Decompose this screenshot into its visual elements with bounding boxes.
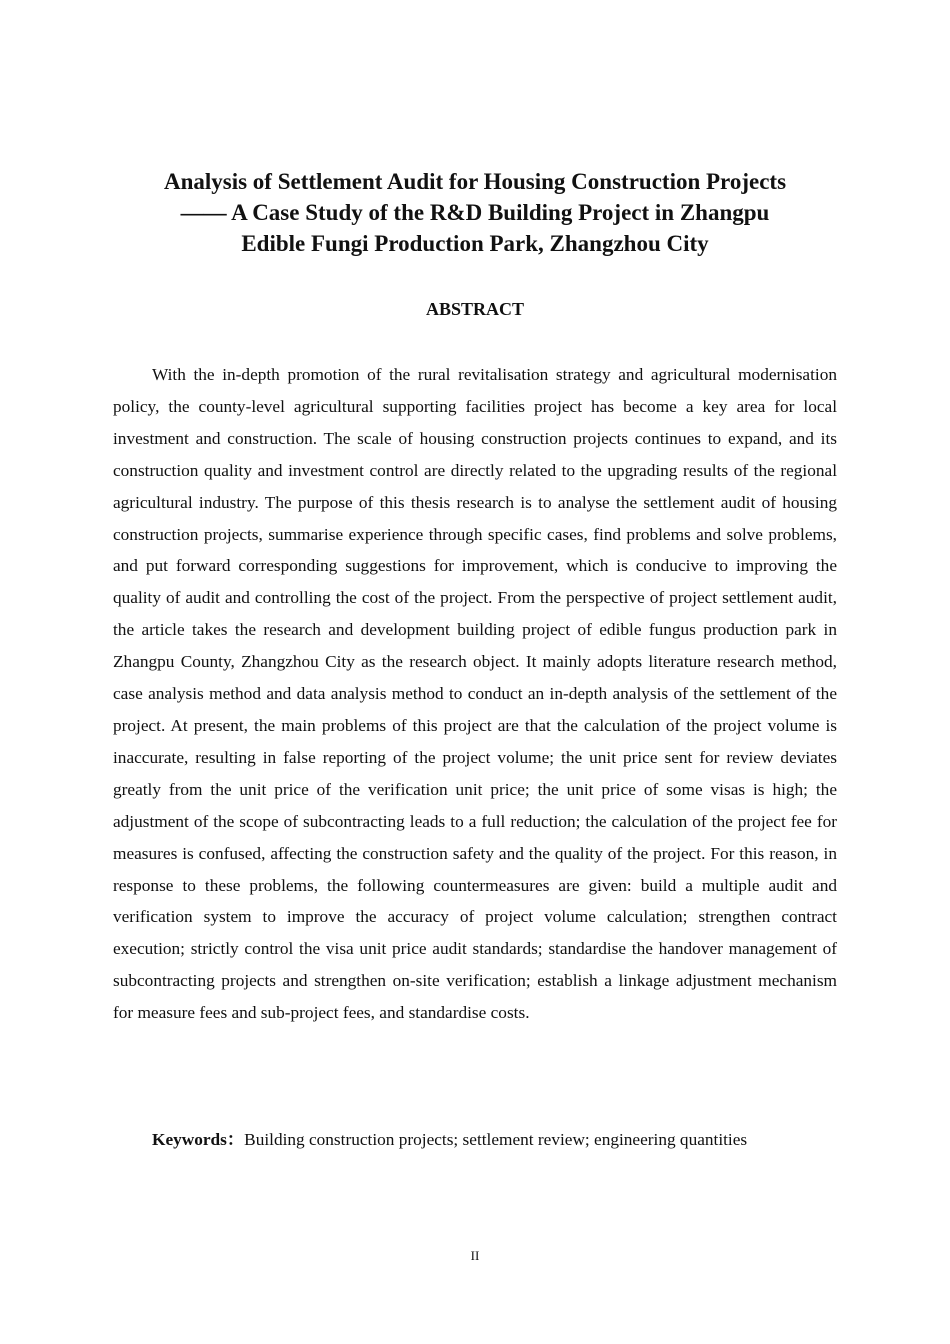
title-line-2: —— A Case Study of the R&D Building Project in Zhangpu bbox=[180, 200, 770, 225]
paper-title bbox=[100, 166, 850, 259]
keywords-text: Building construction projects; settlement review; engineering quantities bbox=[244, 1130, 748, 1149]
title-line-1: Analysis of Settlement Audit for Housing Construction Projects bbox=[163, 169, 787, 194]
page-number: II bbox=[470, 1248, 480, 1263]
abstract-heading: ABSTRACT bbox=[425, 299, 525, 319]
title-line-3: Edible Fungi Production Park, Zhangzhou City bbox=[241, 231, 709, 256]
keywords-label: Keywords： bbox=[152, 1130, 245, 1149]
keywords-line bbox=[152, 1126, 852, 1154]
abstract-body: With the in-depth promotion of the rural revitalisation strategy and agricultural modernisation policy, the county-level agricultural supporting facilities project has become a key area for local investment and construction. The scale of housing construction projects continues to expand, and its construction quality and investment control are directly related to the upgrading results of the regional agricultural industry. The purpose of this thesis research is to analyse the settlement audit of housing construction projects, summarise experience through specific cases, find problems and solve problems, and put forward corresponding suggestions for improvement, which is conducive to improving the quality of audit and controlling the cost of the project. From the perspective of project settlement audit, the article takes the research and development building project of edible fungus production park in Zhangpu County, Zhangzhou City as the research object. It mainly adopts literature research method, case analysis method and data analysis method to conduct an in-depth analysis of the settlement of the project. At present, the main problems of this project are that the calculation of the project volume is inaccurate, resulting in false reporting of the project volume; the unit price sent for review deviates greatly from the unit price of the verification unit price; the unit price of some visas is high; the adjustment of the scope of subcontracting leads to a full reduction; the calculation of the project fee for measures is confused, affecting the construction safety and the quality of the project. For this reason, in response to these problems, the following countermeasures are given: build a multiple audit and verification system to improve the accuracy of project volume calculation; strengthen contract execution; strictly control the visa unit price audit standards; standardise the handover management of subcontracting projects and strengthen on-site verification; establish a linkage adjustment mechanism for measure fees and sub-project fees, and standardise costs. bbox=[113, 365, 837, 1023]
